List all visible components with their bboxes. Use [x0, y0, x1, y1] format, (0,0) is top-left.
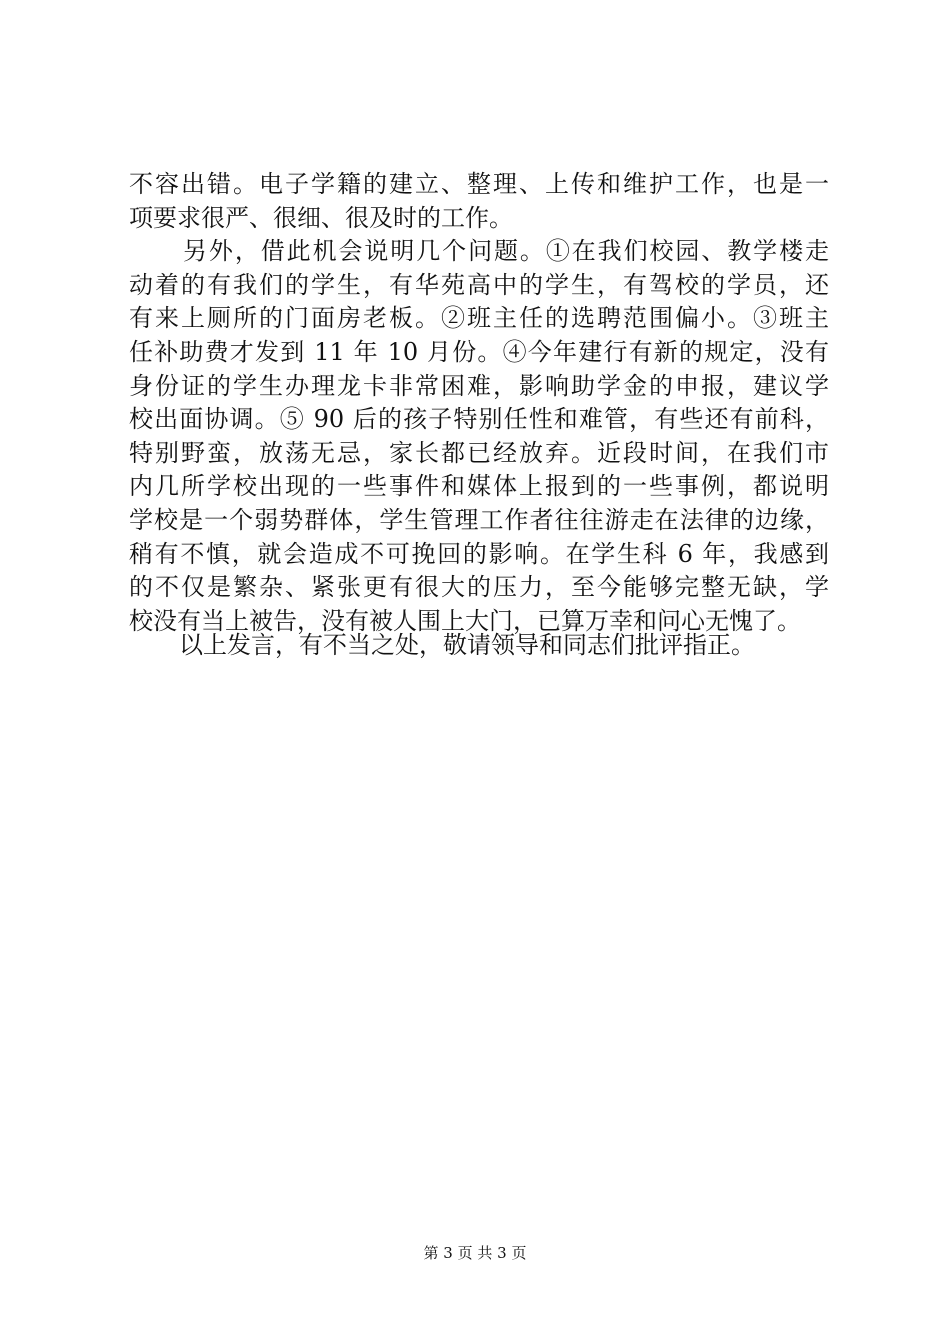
page-footer [0, 1243, 950, 1263]
text-line: 稍有不慎，就会造成不可挽回的影响。在学生科 6 年，我感到 [129, 539, 829, 568]
closing-paragraph: 以上发言，有不当之处，敬请领导和同志们批评指正。 [179, 631, 755, 659]
text-line: 校没有当上被告，没有被人围上大门，已算万幸和问心无愧了。 [129, 606, 801, 635]
text-line: 内几所学校出现的一些事件和媒体上报到的一些事例，都说明 [129, 472, 829, 501]
text-line: 动着的有我们的学生，有华苑高中的学生，有驾校的学员，还 [129, 270, 829, 299]
text-line: 项要求很严、很细、很及时的工作。 [129, 203, 513, 232]
body-text [129, 168, 829, 638]
text-line: 任补助费才发到 11 年 10 月份。④今年建行有新的规定，没有 [129, 337, 829, 366]
text-line: 校出面协调。⑤ 90 后的孩子特别任性和难管，有些还有前科， [129, 405, 829, 434]
text-line: 身份证的学生办理龙卡非常困难，影响助学金的申报，建议学 [129, 371, 829, 400]
text-line: 有来上厕所的门面房老板。②班主任的选聘范围偏小。③班主 [129, 304, 829, 333]
text-line: 不容出错。电子学籍的建立、整理、上传和维护工作，也是一 [129, 170, 829, 198]
text-line: 另外，借此机会说明几个问题。①在我们校园、教学楼走 [183, 237, 829, 266]
text-line: 的不仅是繁杂、紧张更有很大的压力，至今能够完整无缺，学 [129, 573, 829, 602]
page-number: 第 3 页 共 3 页 [423, 1244, 527, 1262]
text-line: 学校是一个弱势群体，学生管理工作者往往游走在法律的边缘， [129, 505, 829, 534]
text-line: 特别野蛮，放荡无忌，家长都已经放弃。近段时间，在我们市 [129, 438, 829, 467]
